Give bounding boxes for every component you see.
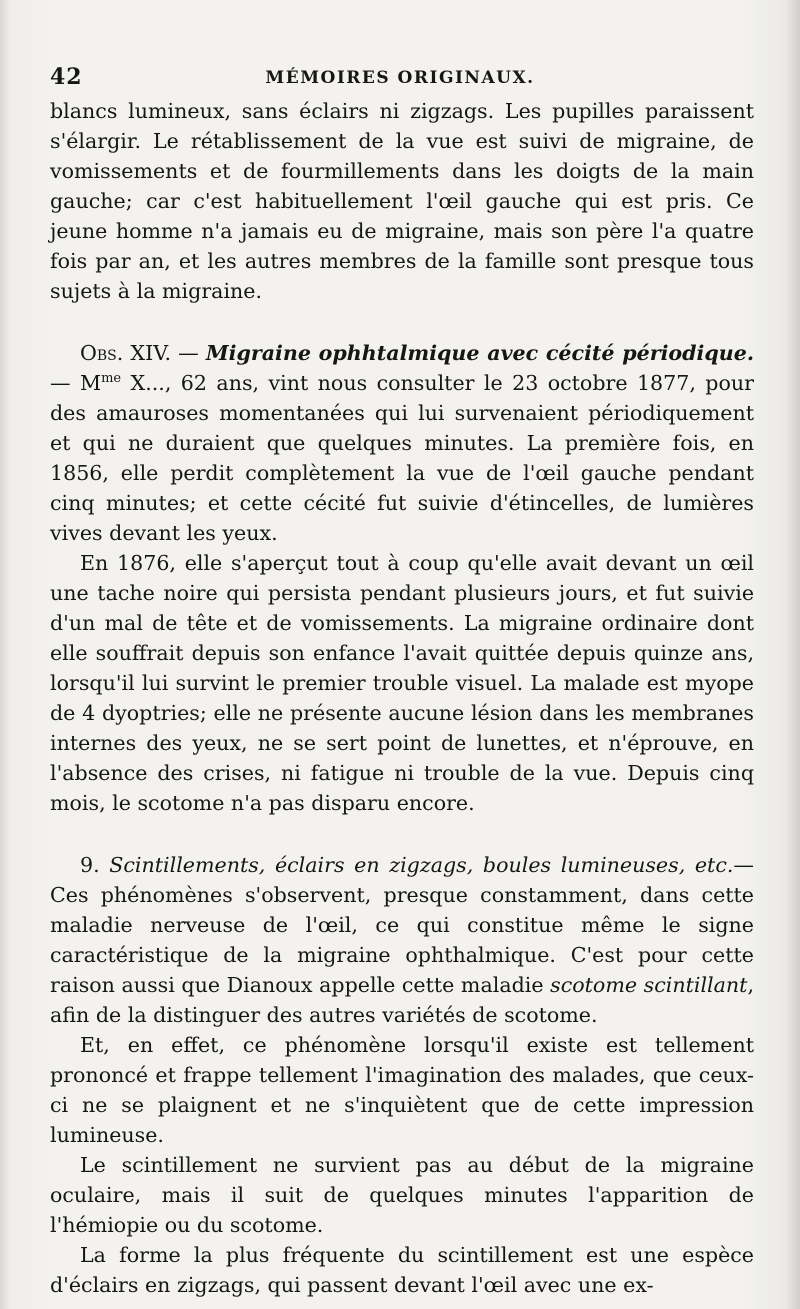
- paragraph-continuation: blancs lumineux, sans éclairs ni zigzags. Les pupilles paraissent s'élargir. Le rétablissement de la vue est suivi de migraine, de vomissements et de fourmillements dans les doigts de la main gauche; car c'est habituellement l'œil gauche qui est pris. Ce jeune homme n'a jamais eu de migraine, mais son père l'a quatre fois par an, et les autres membres de la famille sont presque tous sujets à la migraine.: [50, 99, 754, 303]
- observation-dash-2: —: [50, 371, 81, 395]
- observation-title: Migraine ophhtalmique avec cécité périodique.: [205, 341, 755, 365]
- observation-mme: M: [80, 371, 102, 395]
- section-number: 9.: [80, 853, 110, 877]
- observation-dash: —: [171, 341, 206, 365]
- page-number: 42: [50, 64, 83, 90]
- observation-xiv: [50, 338, 754, 548]
- section-title: Scintillements, éclairs en zigzags, boules lumineuses, etc.: [109, 853, 734, 877]
- section-dash: —: [733, 853, 754, 877]
- running-title: MÉMOIRES ORIGINAUX.: [265, 68, 535, 88]
- paragraph-forme: La forme la plus fréquente du scintillement est une espèce d'éclairs en zigzags, qui passent devant l'œil avec une ex-: [50, 1243, 754, 1297]
- page-header: [50, 64, 750, 94]
- paragraph-scintillement: Le scintillement ne survient pas au début de la migraine oculaire, mais il suit de quelques minutes l'apparition de l'hémiopie ou du scotome.: [50, 1153, 754, 1237]
- observation-text: X..., 62 ans, vint nous consulter le 23 octobre 1877, pour des amauroses momentanées qui lui survenaient périodiquement et qui ne duraient que quelques minutes. La première fois, en 1856, elle perdit complètement la vue de l'œil gauche pendant cinq minutes; et cette cécité fut suivie d'étincelles, de lumières vives devant les yeux.: [50, 371, 754, 545]
- section-9: [50, 850, 754, 1030]
- observation-label: Obs. XIV.: [80, 341, 172, 365]
- paragraph-1876: En 1876, elle s'aperçut tout à coup qu'elle avait devant un œil une tache noire qui persista pendant plusieurs jours, et fut suivie d'un mal de tête et de vomissements. La migraine ordinaire dont elle souffrait depuis son enfance l'avait quittée depuis quinze ans, lorsqu'il lui survint le premier trouble visuel. La malade est myope de 4 dyoptries; elle ne présente aucune lésion dans les membranes internes des yeux, ne se sert point de lunettes, et n'éprouve, en l'absence des crises, ni fatigue ni trouble de la vue. Depuis cinq mois, le scotome n'a pas disparu encore.: [50, 551, 754, 815]
- observation-mme-superscript: me: [101, 371, 122, 387]
- section-text-a: Ces phénomènes s'observent, presque constamment, dans cette maladie nerveuse de l'œil, ce qui constitue même le signe caractéristique de la migraine ophthalmique. C'est pour cette raison aussi que Dianoux appelle cette maladie: [50, 883, 754, 997]
- paragraph-et-en-effet: Et, en effet, ce phénomène lorsqu'il existe est tellement prononcé et frappe tellement l'imagination des malades, que ceux-ci ne se plaignent et ne s'inquiètent que de cette impression lumineuse.: [50, 1033, 754, 1147]
- section-term: scotome scintillant: [550, 973, 748, 997]
- page-body: [50, 96, 754, 1300]
- section-text-b: , afin de la distinguer des autres variétés de scotome.: [50, 973, 754, 1027]
